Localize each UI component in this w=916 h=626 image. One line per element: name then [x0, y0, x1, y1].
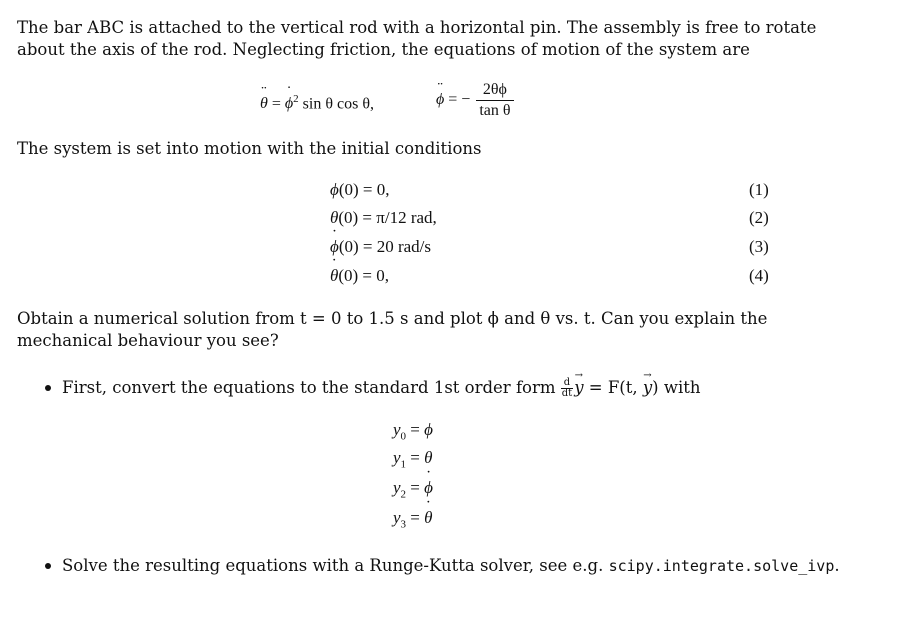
ic1-rest: (0) = 0, — [338, 180, 390, 199]
y3-rhs: θ ˙ — [424, 508, 432, 528]
initial-condition-3 — [330, 237, 431, 257]
eq2-numerator: 2θϕ — [476, 80, 513, 101]
bullet-2-code: scipy.integrate.solve_ivp — [608, 557, 835, 575]
bullet-2 — [62, 555, 840, 577]
ic3-var: ϕ ˙ — [330, 237, 339, 257]
definition-y1: $y_1 = \theta$ — [393, 448, 433, 471]
intro-paragraph — [17, 17, 817, 61]
y3-var: y — [393, 508, 401, 527]
bullet-1-suffix: ) with — [652, 378, 701, 397]
definition-y2: $y_2 = \phi$ ˙ — [393, 478, 433, 500]
y3-sub: 3 — [400, 518, 407, 531]
equation-number-1: (1) — [749, 180, 769, 199]
y1-rhs: θ — [424, 448, 433, 467]
eq2-denominator: tan θ — [479, 102, 511, 119]
y0-var: y — [393, 420, 401, 439]
bullet-2-marker — [45, 563, 51, 569]
initial-condition-4 — [330, 266, 389, 286]
task-line-1: Obtain a numerical solution from t = 0 to 1.5 s and plot ϕ and θ vs. t. Can you explain the — [17, 309, 768, 328]
theta-ddot: θ ¨ — [260, 95, 268, 113]
equation-theta: θ ¨ = ϕ ˙$^2$ sin θ cos θ, — [260, 93, 374, 113]
phi-dot: ϕ ˙ — [285, 95, 293, 113]
phi-ddot: ϕ ¨ — [436, 91, 444, 109]
eq1-exponent: 2 — [293, 93, 299, 105]
ic4-var: θ ˙ — [330, 266, 338, 286]
bullet-1 — [62, 377, 701, 399]
y2-var: y — [393, 478, 401, 497]
definition-y3: $y_3 = \theta$ ˙ — [393, 508, 433, 530]
y2-sub: 2 — [400, 488, 407, 501]
ic2-var: θ — [330, 208, 339, 227]
eq1-rest: sin θ cos θ, — [302, 95, 374, 113]
d-dt-denominator: dt — [561, 388, 573, 399]
ic1-var: ϕ — [330, 180, 339, 199]
eq2-fraction — [476, 80, 513, 121]
ic4-rest: (0) = 0, — [338, 266, 390, 285]
bullet-2-end: . — [834, 556, 840, 575]
vector-y-2: y → — [643, 377, 652, 399]
ic2-rest: (0) = π/12 rad, — [338, 208, 437, 227]
equation-number-2: (2) — [749, 208, 769, 227]
bullet-1-mid: = F(t, — [583, 378, 643, 397]
intro-line-2: about the axis of the rod. Neglecting friction, the equations of motion of the system are — [17, 40, 750, 59]
task-paragraph — [17, 308, 773, 352]
definition-y0: $y_0 = \phi$ — [393, 420, 433, 443]
bullet-1-prefix: First, convert the equations to the standard 1st order form — [62, 378, 561, 397]
equation-number-3: (3) — [749, 237, 769, 256]
eq2-equals: = − — [448, 91, 471, 109]
equation-number-4: (4) — [749, 266, 769, 285]
initial-condition-2 — [330, 208, 437, 228]
ic3-rest: (0) = 20 rad/s — [338, 237, 432, 256]
task-line-2: mechanical behaviour you see? — [17, 331, 279, 350]
intro-line-1: The bar ABC is attached to the vertical rod with a horizontal pin. The assembly is free to rotate — [17, 18, 817, 37]
d-dt-fraction — [561, 378, 573, 399]
y1-var: y — [393, 448, 401, 467]
bullet-2-text: Solve the resulting equations with a Runge-Kutta solver, see e.g. — [62, 556, 609, 575]
equation-phi — [436, 80, 516, 121]
y0-rhs: ϕ — [424, 420, 433, 439]
initial-condition-1 — [330, 180, 389, 200]
y2-rhs: ϕ ˙ — [424, 478, 433, 498]
y0-sub: 0 — [400, 430, 407, 443]
d-dt-numerator: d — [561, 378, 573, 389]
initial-conditions-intro: The system is set into motion with the initial conditions — [17, 139, 482, 158]
bullet-1-marker — [45, 385, 51, 391]
vector-y: y → — [574, 377, 583, 399]
y1-sub: 1 — [400, 458, 407, 471]
